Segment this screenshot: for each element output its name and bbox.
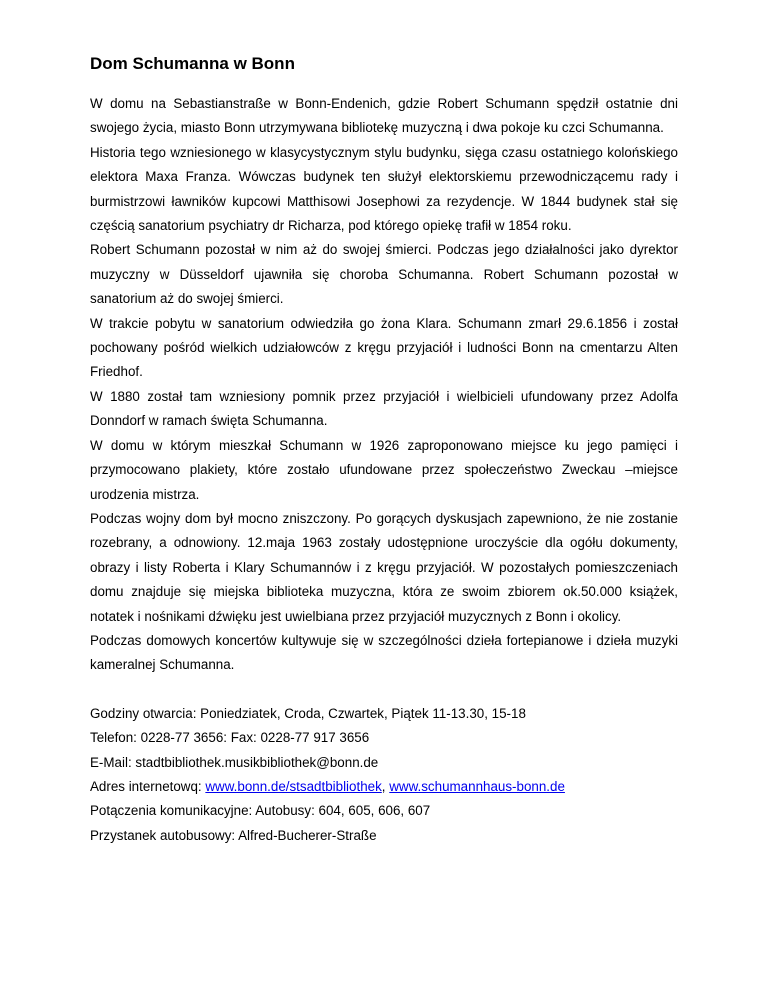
- paragraph: W domu na Sebastianstraße w Bonn-Endenich, gdzie Robert Schumann spędził ostatnie dni swojego życia, miasto Bonn utrzymywana bibliotekę muzyczną i dwa pokoje ku czci Schumanna.: [90, 96, 678, 136]
- paragraph: W 1880 został tam wzniesiony pomnik przez przyjaciół i wielbicieli ufundowany przez Adolfa Donndorf w ramach święta Schumanna.: [90, 388, 678, 429]
- document-body: [90, 92, 678, 678]
- page-title: Dom Schumanna w Bonn: [90, 54, 295, 73]
- contact-info: [90, 702, 678, 848]
- paragraph: Historia tego wzniesionego w klasycystycznym stylu budynku, sięga czasu ostatniego kolońskiego elektora Maxa Franza. Wówczas budynek ten służył elektorskiemu przewodniczącemu rady i burmistrzowi ławników kupcowi Matthisowi Josephowi za rezydencje. W 1844 budynek stał się częścią sanatorium psychiatry dr Richarza, pod którego opiekę trafił w 1854 roku.: [90, 144, 678, 234]
- document-page: [90, 52, 678, 848]
- web-separator: ,: [381, 778, 390, 794]
- bus-stop: Przystanek autobusowy: Alfred-Bucherer-Straße: [90, 827, 377, 843]
- paragraph: Robert Schumann pozostał w nim aż do swojej śmierci. Podczas jego działalności jako dyrektor muzyczny w Düsseldorf ujawniła się choroba Schumanna. Robert Schumann pozostał w sanatorium aż do swojej śmierci.: [90, 242, 678, 307]
- phone-fax: Telefon: 0228-77 3656: Fax: 0228-77 917 3656: [90, 730, 370, 746]
- library-website-link[interactable]: www.bonn.de/stsadtbibliothek: [205, 778, 382, 794]
- schumannhaus-website-link[interactable]: www.schumannhaus-bonn.de: [389, 778, 565, 794]
- web-address: [90, 775, 678, 799]
- opening-hours: Godziny otwarcia: Poniedziatek, Croda, Czwartek, Piątek 11-13.30, 15-18: [90, 705, 526, 721]
- web-address-label: Adres internetowq:: [90, 778, 206, 794]
- email-address: E-Mail: stadtbibliothek.musikbibliothek@bonn.de: [90, 754, 379, 770]
- transport-connections: Potączenia komunikacyjne: Autobusy: 604, 605, 606, 607: [90, 803, 431, 819]
- paragraph: W trakcie pobytu w sanatorium odwiedziła go żona Klara. Schumann zmarł 29.6.1856 i został pochowany pośród wielkich udziałowców z kręgu przyjaciół i ludności Bonn na cmentarzu Alten Friedhof.: [90, 315, 678, 380]
- paragraph: Podczas wojny dom był mocno zniszczony. Po gorących dyskusjach zapewniono, że nie zostanie rozebrany, a odnowiony. 12.maja 1963 zostały udostępnione uroczyście dla ogółu dokumenty, obrazy i listy Roberta i Klary Schumannów i z kręgu przyjaciół. W pozostałych pomieszczeniach domu znajduje się miejska biblioteka muzyczna, która ze swoim zbiorem ok.50.000 książek, notatek i nośnikami dźwięku jest uwielbiana przez przyjaciół muzycznych z Bonn i okolicy.: [90, 510, 678, 624]
- paragraph: W domu w którym mieszkał Schumann w 1926 zaproponowano miejsce ku jego pamięci i przymocowano plakiety, które zostało ufundowane przez społeczeństwo Zweckau –miejsce urodzenia mistrza.: [90, 437, 678, 502]
- paragraph: Podczas domowych koncertów kultywuje się w szczególności dzieła fortepianowe i dzieła muzyki kameralnej Schumanna.: [90, 632, 678, 673]
